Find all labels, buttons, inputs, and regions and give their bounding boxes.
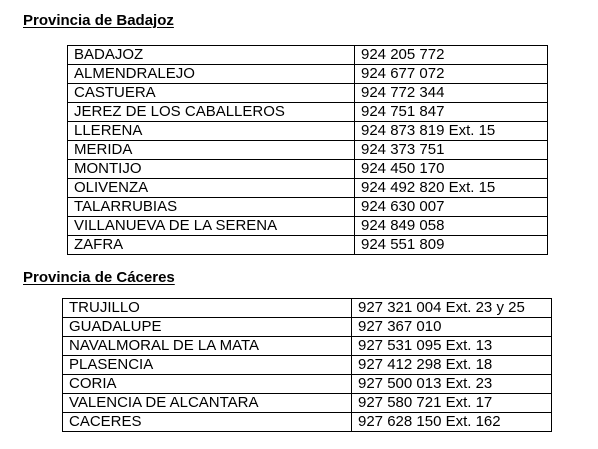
- table-row: [68, 46, 548, 65]
- phone-cell: 924 677 072: [355, 65, 548, 84]
- table-row: [68, 65, 548, 84]
- phone-cell: 924 551 809: [355, 236, 548, 255]
- table-row: [68, 84, 548, 103]
- city-cell: PLASENCIA: [63, 356, 352, 375]
- phone-cell: 924 849 058: [355, 217, 548, 236]
- table-row: [68, 103, 548, 122]
- phone-cell: 924 873 819 Ext. 15: [355, 122, 548, 141]
- table-row: [63, 356, 552, 375]
- phone-cell: 927 412 298 Ext. 18: [352, 356, 552, 375]
- city-cell: CASTUERA: [68, 84, 355, 103]
- phone-cell: 927 580 721 Ext. 17: [352, 394, 552, 413]
- city-cell: LLERENA: [68, 122, 355, 141]
- city-cell: JEREZ DE LOS CABALLEROS: [68, 103, 355, 122]
- city-cell: VILLANUEVA DE LA SERENA: [68, 217, 355, 236]
- phone-cell: 924 751 847: [355, 103, 548, 122]
- table-row: [68, 179, 548, 198]
- table-row: [63, 337, 552, 356]
- phone-cell: 924 450 170: [355, 160, 548, 179]
- table-row: [63, 394, 552, 413]
- table-row: [63, 413, 552, 432]
- table-row: [68, 198, 548, 217]
- table-row: [63, 318, 552, 337]
- table-row: [68, 217, 548, 236]
- city-cell: OLIVENZA: [68, 179, 355, 198]
- table-row: [63, 299, 552, 318]
- badajoz-title: Provincia de Badajoz: [23, 12, 174, 29]
- city-cell: BADAJOZ: [68, 46, 355, 65]
- city-cell: ALMENDRALEJO: [68, 65, 355, 84]
- city-cell: ZAFRA: [68, 236, 355, 255]
- phone-cell: 924 492 820 Ext. 15: [355, 179, 548, 198]
- city-cell: MONTIJO: [68, 160, 355, 179]
- badajoz-table: [67, 45, 548, 255]
- city-cell: VALENCIA DE ALCANTARA: [63, 394, 352, 413]
- table-row: [68, 160, 548, 179]
- table-row: [68, 236, 548, 255]
- city-cell: CORIA: [63, 375, 352, 394]
- city-cell: MERIDA: [68, 141, 355, 160]
- phone-cell: 924 630 007: [355, 198, 548, 217]
- caceres-table: [62, 298, 552, 432]
- city-cell: NAVALMORAL DE LA MATA: [63, 337, 352, 356]
- table-row: [68, 122, 548, 141]
- phone-cell: 927 531 095 Ext. 13: [352, 337, 552, 356]
- phone-cell: 927 628 150 Ext. 162: [352, 413, 552, 432]
- city-cell: CACERES: [63, 413, 352, 432]
- phone-cell: 924 373 751: [355, 141, 548, 160]
- phone-cell: 924 772 344: [355, 84, 548, 103]
- city-cell: TALARRUBIAS: [68, 198, 355, 217]
- phone-cell: 927 500 013 Ext. 23: [352, 375, 552, 394]
- table-row: [68, 141, 548, 160]
- phone-cell: 924 205 772: [355, 46, 548, 65]
- table-row: [63, 375, 552, 394]
- city-cell: TRUJILLO: [63, 299, 352, 318]
- city-cell: GUADALUPE: [63, 318, 352, 337]
- phone-cell: 927 367 010: [352, 318, 552, 337]
- caceres-title: Provincia de Cáceres: [23, 269, 175, 286]
- phone-cell: 927 321 004 Ext. 23 y 25: [352, 299, 552, 318]
